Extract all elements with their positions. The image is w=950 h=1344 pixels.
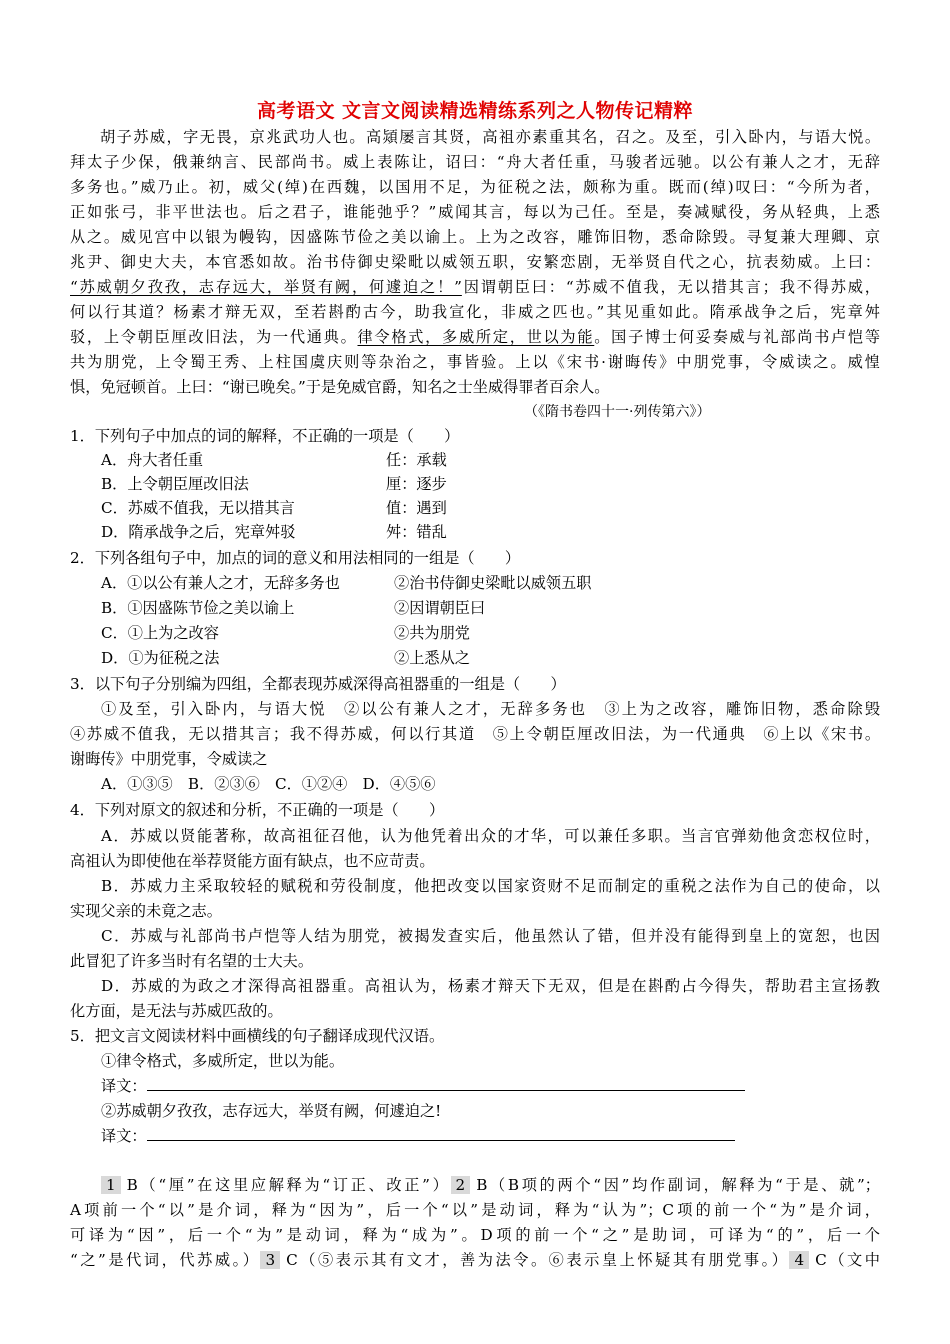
q1-option-b-gloss: 厘：逐步 bbox=[386, 475, 447, 493]
q4-option-d-line-2: 化方面，是无法与苏威匹敌的。 bbox=[70, 1002, 283, 1020]
q3-items-line-2: ④苏威不值我，无以措其言；我不得苏威，何以行其道 ⑤上令朝臣厘改旧法，为一代通典 ⑥上以《宋书。 bbox=[70, 725, 880, 743]
translation-blank-2[interactable] bbox=[147, 1126, 735, 1141]
q2-option-a-right: ②治书侍御史梁毗以威领五职 bbox=[394, 574, 592, 592]
question-2-stem: 2．下列各组句子中，加点的词的意义和用法相同的一组是（ ） bbox=[70, 549, 521, 567]
passage-line-5: 从之。威见宫中以银为幔钩，因盛陈节俭之美以谕上。上为之改容，雕饰旧物，悉命除毁。寻复兼大理卿、京 bbox=[70, 228, 880, 246]
passage-source: （《隋书卷四十一·列传第六》） bbox=[524, 404, 711, 420]
passage-line-6: 兆尹、御史大夫，本官悉如故。治书侍御史梁毗以威领五职，安繁恋剧，无举贤自代之心，抗表劾威。上曰： bbox=[70, 253, 880, 271]
q1-option-d: D．隋承战争之后，宪章舛驳 bbox=[101, 523, 296, 541]
q2-option-d-right: ②上悉从之 bbox=[394, 649, 470, 667]
q4-option-d-line-1: D．苏威的为政之才深得高祖器重。高祖认为，杨素才辩天下无双，但是在斟酌占今得失，帮助君主宣扬教 bbox=[101, 977, 880, 995]
passage-line-9: 驳，上令朝臣厘改旧法，为一代通典。律令格式，多威所定，世以为能。国子博士何妥奏威与礼部尚书卢恺等 bbox=[70, 328, 881, 346]
q4-option-a-line-1: A．苏威以贤能著称，故高祖征召他，认为他凭着出众的才华，可以兼任多职。当言官弹劾他贪恋权位时， bbox=[101, 827, 880, 845]
q2-option-c-left: C．①上为之改容 bbox=[101, 624, 219, 642]
question-4-stem: 4．下列对原文的叙述和分析，不正确的一项是（ ） bbox=[70, 801, 445, 819]
passage-line-4: 正如张弓，非平世法也。后之君子，谁能弛乎？”威闻其言，每以为己任。至是，奏减赋役，务从轻典，上悉 bbox=[70, 203, 880, 221]
question-1-stem: 1．下列句子中加点的词的解释，不正确的一项是（ ） bbox=[70, 427, 460, 445]
q5-sentence-2: ②苏威朝夕孜孜，志存远大，举贤有阙，何遽迫之! bbox=[101, 1102, 442, 1120]
q4-option-c-line-1: C．苏威与礼部尚书卢恺等人结为朋党，被揭发查实后，他虽然认了错，但并没有能得到皇上的宽恕，也因 bbox=[101, 927, 880, 945]
answers-line-3: 可译为“因”，后一个“为”是动词，释为“成为”。D项的前一个“之”是助词，可译为“的”，后一个 bbox=[70, 1226, 880, 1244]
q1-option-c: C．苏威不值我，无以措其言 bbox=[101, 499, 295, 517]
q4-option-b-line-2: 实现父亲的未竟之志。 bbox=[70, 902, 222, 920]
q5-translation-1: 译文： bbox=[101, 1076, 745, 1096]
q4-option-b-line-1: B．苏威力主采取较轻的赋税和劳役制度，他把改变以国家资财不足而制定的重税之法作为自己的使命，以 bbox=[101, 877, 880, 895]
q2-option-b-left: B．①因盛陈节俭之美以谕上 bbox=[101, 599, 295, 617]
q3-items-line-3: 谢晦传》中朋党事，令威读之 bbox=[70, 750, 268, 768]
q5-sentence-1: ①律令格式，多威所定，世以为能。 bbox=[101, 1052, 344, 1070]
passage-line-7: “苏威朝夕孜孜，志存远大，举贤有阙，何遽迫之！”因谓朝臣曰：“苏威不值我，无以措其言；我不得苏威， bbox=[70, 278, 880, 296]
q3-items-line-1: ①及至，引入卧内，与语大悦 ②以公有兼人之才，无辞多务也 ③上为之改容，雕饰旧物，悉命除毁 bbox=[101, 700, 880, 718]
answer-number-3: 3 bbox=[260, 1251, 280, 1269]
q2-option-a-left: A．①以公有兼人之才，无辞多务也 bbox=[101, 574, 340, 592]
answer-number-1: 1 bbox=[101, 1176, 121, 1194]
answers-line-4: “之”是代词，代苏威。） 3 C（⑤表示其有文才，善为法令。⑥表示皇上怀疑其有朋党事。） 4 C（文中 bbox=[70, 1251, 880, 1269]
passage-line-11: 惧，免冠顿首。上曰：“谢已晚矣。”于是免威官爵，知名之士坐威得罪者百余人。 bbox=[70, 378, 610, 396]
answer-number-4: 4 bbox=[789, 1251, 809, 1269]
q2-option-c-right: ②共为朋党 bbox=[394, 624, 470, 642]
q2-option-b-right: ②因谓朝臣曰 bbox=[394, 599, 486, 617]
q2-option-d-left: D．①为征税之法 bbox=[101, 649, 220, 667]
passage-line-8: 何以行其道？杨素才辩无双，至若斟酌古今，助我宣化，非威之匹也。”其见重如此。隋承战争之后，宪章舛 bbox=[70, 303, 880, 321]
answer-number-2: 2 bbox=[451, 1176, 471, 1194]
q1-option-a: A．舟大者任重 bbox=[101, 451, 204, 469]
q4-option-c-line-2: 此冒犯了许多当时有名望的士大夫。 bbox=[70, 952, 313, 970]
document-title: 高考语文 文言文阅读精选精练系列之人物传记精粹 bbox=[256, 100, 694, 122]
q4-option-a-line-2: 高祖认为即使他在举荐贤能方面有缺点，也不应苛责。 bbox=[70, 852, 435, 870]
passage-line-3: 多务也。”威乃止。初，威父(绰)在西魏，以国用不足，为征税之法，颇称为重。既而(绰)叹曰：“今所为者， bbox=[70, 178, 880, 196]
passage-line-2: 拜太子少保，俄兼纳言、民部尚书。威上表陈让，诏曰：“舟大者任重，马骏者远驰。以公有兼人之才，无辞 bbox=[70, 153, 880, 171]
underlined-sentence-2: “苏威朝夕孜孜，志存远大，举贤有阙，何遽迫之！” bbox=[70, 278, 462, 296]
q5-translation-2: 译文： bbox=[101, 1126, 735, 1146]
underlined-sentence-1: 律令格式，多威所定，世以为能 bbox=[357, 328, 595, 346]
q1-option-c-gloss: 值：遇到 bbox=[386, 499, 447, 517]
answers-line-2: A项前一个“以”是介词，释为“因为”，后一个“以”是动词，释为“认为”；C项的前一个“为”是介词， bbox=[70, 1201, 880, 1219]
question-5-stem: 5．把文言文阅读材料中画横线的句子翻译成现代汉语。 bbox=[70, 1027, 445, 1045]
q1-option-b: B．上令朝臣厘改旧法 bbox=[101, 475, 249, 493]
passage-line-1: 胡子苏威，字无畏，京兆武功人也。高熲屡言其贤，高祖亦素重其名，召之。及至，引入卧内，与语大悦。 bbox=[100, 128, 880, 146]
answers-line-1: 1 B（“厘”在这里应解释为“订正、改正”） 2 B（B项的两个“因”均作副词，解释为“于是、就”； bbox=[101, 1175, 880, 1195]
question-3-stem: 3．以下句子分别编为四组，全都表现苏威深得高祖器重的一组是（ ） bbox=[70, 675, 566, 693]
passage-line-10: 共为朋党，上令蜀王秀、上柱国虞庆则等杂治之，事皆验。上以《宋书·谢晦传》中朋党事，令威读之。威惶 bbox=[70, 353, 880, 371]
q1-option-d-gloss: 舛：错乱 bbox=[386, 523, 447, 541]
translation-blank-1[interactable] bbox=[147, 1076, 745, 1091]
q3-options: A．①③⑤ B．②③⑥ C．①②④ D．④⑤⑥ bbox=[101, 775, 436, 793]
q1-option-a-gloss: 任：承载 bbox=[386, 451, 447, 469]
